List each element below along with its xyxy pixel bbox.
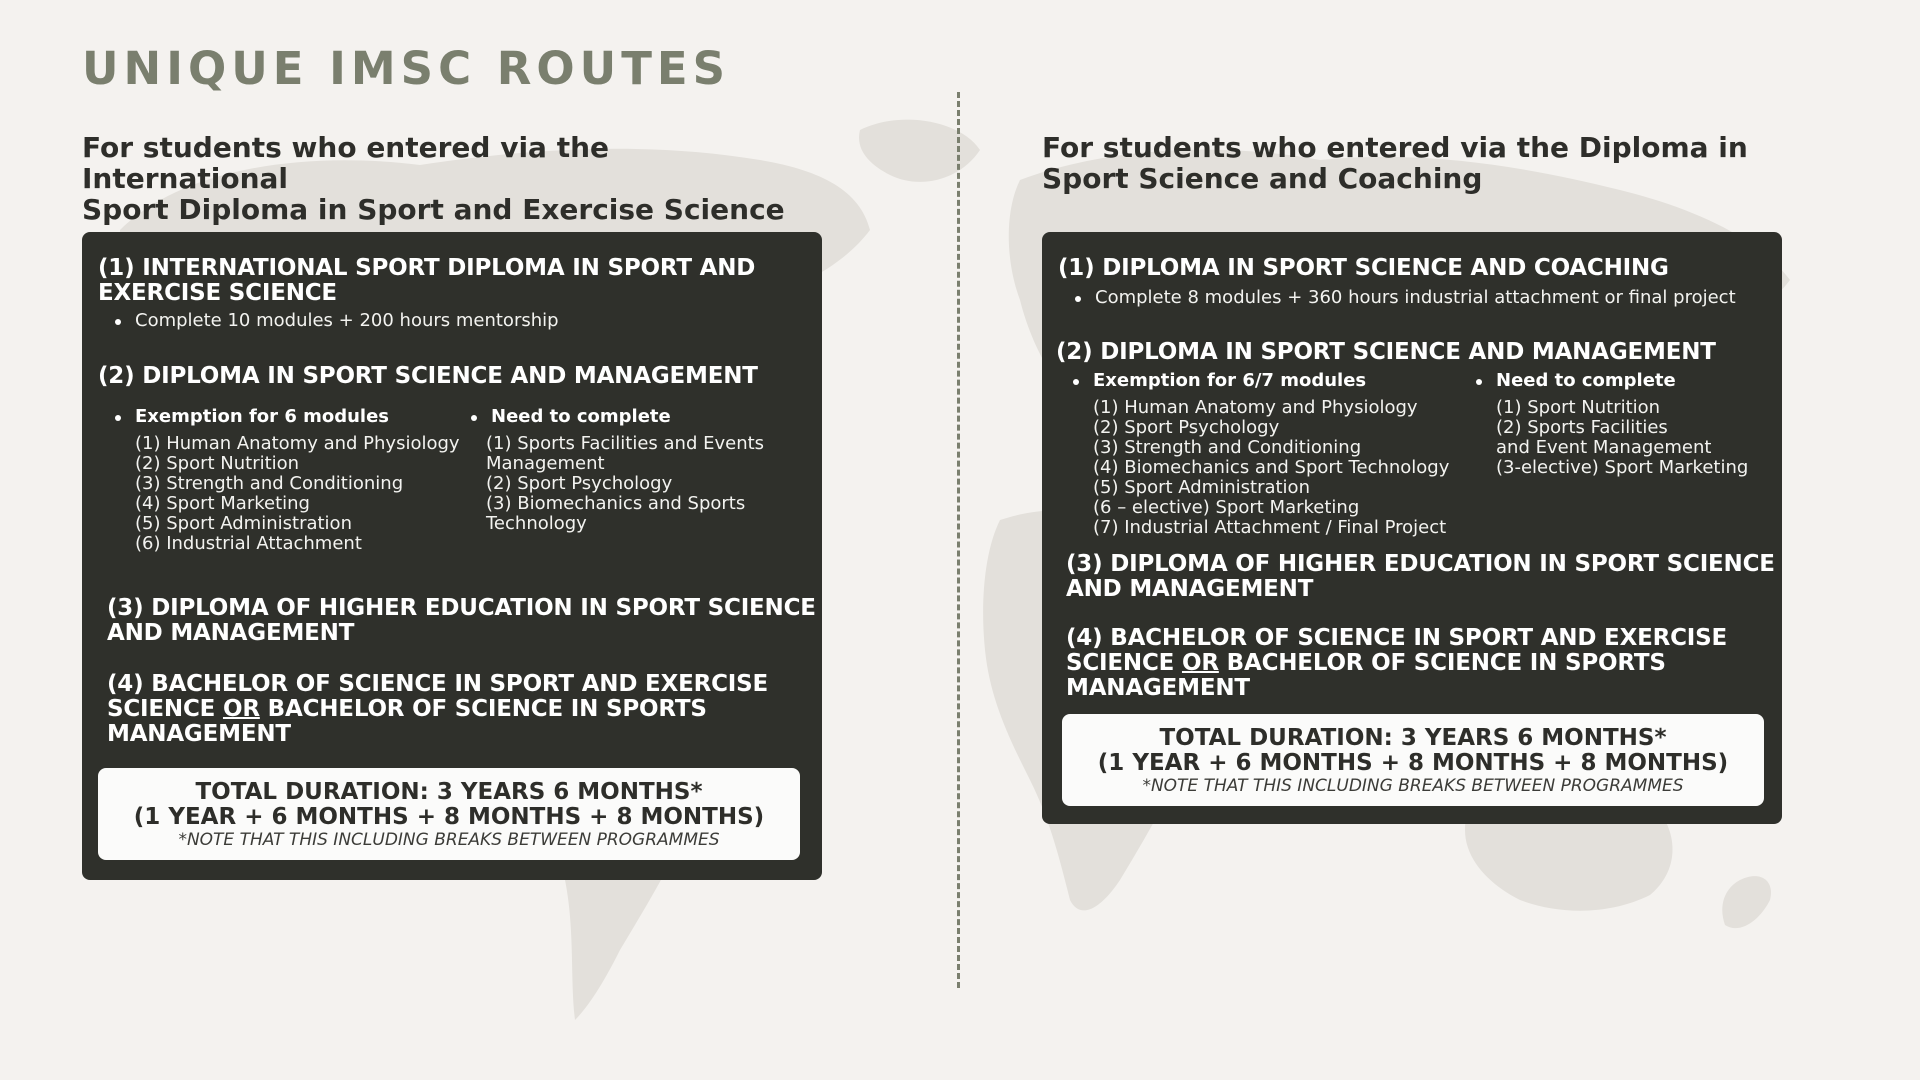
left-total-duration-box — [98, 768, 800, 860]
right-step4-line3: MANAGEMENT — [1066, 675, 1250, 701]
list-item: and Event Management — [1496, 437, 1712, 458]
right-step4-line2-pre: SCIENCE — [1066, 650, 1182, 676]
list-item: (1) Sports Facilities and Events Management — [486, 433, 765, 474]
list-item: (2) Sport Nutrition — [135, 453, 300, 474]
right-route-card — [1042, 232, 1782, 824]
right-step4-line2-post: BACHELOR OF SCIENCE IN SPORTS — [1218, 650, 1666, 676]
list-item: (2) Sports Facilities — [1496, 417, 1668, 438]
right-step3-line1: (3) DIPLOMA OF HIGHER EDUCATION IN SPORT SCIENCE — [1066, 551, 1775, 577]
right-step3-title — [1066, 552, 1775, 602]
list-item: (3) Strength and Conditioning — [1093, 437, 1362, 458]
right-total-line2: (1 YEAR + 6 MONTHS + 8 MONTHS + 8 MONTHS) — [1097, 750, 1729, 776]
right-total-note: *NOTE THAT THIS INCLUDING BREAKS BETWEEN PROGRAMMES — [1142, 776, 1684, 796]
left-exemption-label: Exemption for 6 modules — [135, 406, 390, 427]
left-total-line2: (1 YEAR + 6 MONTHS + 8 MONTHS + 8 MONTHS) — [133, 804, 765, 830]
right-step1-title: (1) DIPLOMA IN SPORT SCIENCE AND COACHING — [1058, 255, 1669, 281]
left-need-list — [486, 434, 786, 534]
right-total-duration-box — [1062, 714, 1764, 806]
left-step4-line3: MANAGEMENT — [107, 721, 291, 747]
left-total-note: *NOTE THAT THIS INCLUDING BREAKS BETWEEN PROGRAMMES — [178, 830, 720, 850]
list-item: (6 – elective) Sport Marketing — [1093, 497, 1360, 518]
right-step3-line2: AND MANAGEMENT — [1066, 576, 1314, 602]
left-step4-line1: (4) BACHELOR OF SCIENCE IN SPORT AND EXERCISE — [107, 671, 769, 697]
list-item: (5) Sport Administration — [135, 513, 352, 534]
page-title: UNIQUE IMSC ROUTES — [82, 42, 731, 95]
left-step3-line1: (3) DIPLOMA OF HIGHER EDUCATION IN SPORT SCIENCE — [107, 595, 816, 621]
right-column-heading — [1042, 132, 1782, 194]
left-column-heading — [82, 132, 822, 225]
list-item: (2) Sport Psychology — [1093, 417, 1280, 438]
left-step4-or: OR — [222, 696, 260, 722]
left-heading-line1: For students who entered via the International — [82, 131, 610, 195]
left-step4-line2-post: BACHELOR OF SCIENCE IN SPORTS — [259, 696, 707, 722]
left-step1-title — [98, 256, 755, 306]
right-need-label: Need to complete — [1496, 370, 1676, 391]
left-step4-title — [107, 672, 768, 747]
left-total-line1: TOTAL DURATION: 3 YEARS 6 MONTHS* — [195, 779, 703, 805]
left-step1-bullet: Complete 10 modules + 200 hours mentorship — [135, 310, 559, 331]
list-item: (4) Biomechanics and Sport Technology — [1093, 457, 1450, 478]
right-exemption-label: Exemption for 6/7 modules — [1093, 370, 1367, 391]
list-item: (2) Sport Psychology — [486, 473, 673, 494]
right-exemption-list — [1093, 398, 1449, 538]
right-total-line1: TOTAL DURATION: 3 YEARS 6 MONTHS* — [1159, 725, 1667, 751]
left-route-card — [82, 232, 822, 880]
list-item: (1) Sport Nutrition — [1496, 397, 1661, 418]
left-step3-title — [107, 596, 816, 646]
list-item: (4) Sport Marketing — [135, 493, 310, 514]
left-exemption-list — [135, 434, 460, 554]
right-step2-title: (2) DIPLOMA IN SPORT SCIENCE AND MANAGEMENT — [1056, 339, 1716, 365]
list-item: (6) Industrial Attachment — [135, 533, 362, 554]
right-step4-or: OR — [1181, 650, 1219, 676]
right-step4-line1: (4) BACHELOR OF SCIENCE IN SPORT AND EXERCISE — [1066, 625, 1728, 651]
right-need-list — [1496, 398, 1748, 478]
left-step1-line2: EXERCISE SCIENCE — [98, 280, 337, 306]
list-item: (5) Sport Administration — [1093, 477, 1310, 498]
left-step4-line2-pre: SCIENCE — [107, 696, 223, 722]
left-step1-line1: (1) INTERNATIONAL SPORT DIPLOMA IN SPORT AND — [98, 255, 756, 281]
column-divider — [957, 92, 960, 988]
right-step1-bullet: Complete 8 modules + 360 hours industrial attachment or final project — [1095, 287, 1736, 308]
list-item: (3) Biomechanics and Sports Technology — [486, 493, 746, 534]
right-heading-line2: Sport Science and Coaching — [1042, 162, 1483, 195]
list-item: (1) Human Anatomy and Physiology — [135, 433, 460, 454]
list-item: (7) Industrial Attachment / Final Project — [1093, 517, 1447, 538]
left-heading-line2: Sport Diploma in Sport and Exercise Science — [82, 193, 785, 226]
list-item: (3) Strength and Conditioning — [135, 473, 404, 494]
right-heading-line1: For students who entered via the Diploma in — [1042, 131, 1748, 164]
left-step2-title: (2) DIPLOMA IN SPORT SCIENCE AND MANAGEMENT — [98, 363, 758, 389]
left-need-label: Need to complete — [491, 406, 671, 427]
list-item: (1) Human Anatomy and Physiology — [1093, 397, 1418, 418]
right-step4-title — [1066, 626, 1727, 701]
list-item: (3-elective) Sport Marketing — [1496, 457, 1749, 478]
left-step3-line2: AND MANAGEMENT — [107, 620, 355, 646]
